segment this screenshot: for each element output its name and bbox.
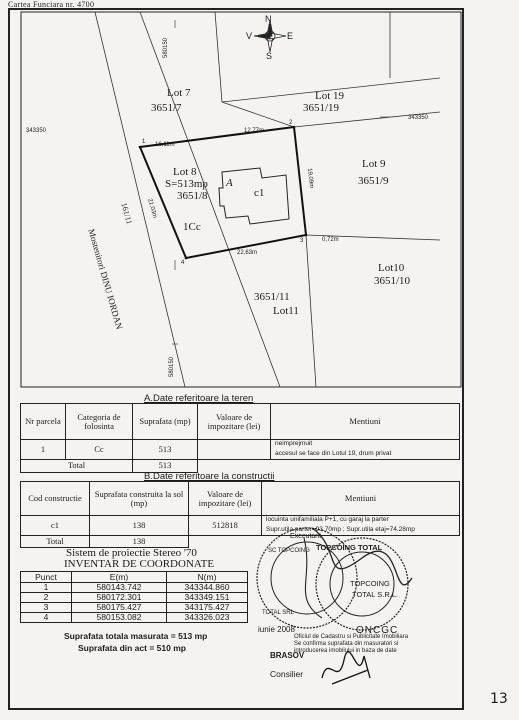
sb-header-val: Valoare de impozitare (lei): [189, 482, 262, 516]
sa-total-value: 513: [133, 459, 198, 472]
sb-row-val: 512818: [189, 516, 262, 536]
stamp-center-1: TOPCOING: [350, 579, 390, 588]
sb-row-area: 138: [90, 516, 189, 536]
sb-row-code: c1: [21, 516, 90, 536]
coords-e: 580172.301: [72, 593, 167, 603]
projection-system: Sistem de proiectie Stereo '70: [66, 547, 197, 559]
lot7-name: Lot 7: [167, 87, 191, 99]
dim-top-left: 16,11m: [155, 142, 175, 148]
lot19-name: Lot 19: [315, 90, 345, 102]
lot9-name: Lot 9: [362, 158, 386, 170]
coords-point: 3: [21, 603, 72, 613]
confirm-date: iunie 2008: [258, 625, 295, 634]
lot11-name: Lot11: [273, 305, 299, 317]
lot7-number: 3651/7: [151, 102, 182, 114]
coords-n: 343349.151: [167, 593, 248, 603]
south-label: S: [266, 51, 273, 61]
total-act: Suprafata din act = 510 mp: [78, 643, 186, 653]
sa-row-nr: 1: [21, 440, 66, 460]
road-owner: Mostenitori DINU IORDAN: [86, 227, 125, 331]
coords-n: 343326.023: [167, 613, 248, 623]
stamp-side-text: ONCGC: [356, 625, 399, 636]
lot8-name: Lot 8: [173, 166, 197, 178]
lot8-number: 3651/8: [177, 190, 208, 202]
coord-top: 580150: [163, 37, 169, 58]
west-label: V: [246, 31, 253, 41]
road-number: 161/11: [119, 201, 135, 226]
sa-header-cat: Categoria de folosinta: [66, 404, 133, 440]
total-measured: Suprafata totala masurata = 513 mp: [64, 631, 208, 641]
confirm-city: BRASOV: [270, 651, 305, 660]
sa-row-notes: [271, 440, 460, 460]
sb-header-notes: Mentiuni: [262, 482, 460, 516]
lot11-number: 3651/11: [254, 291, 290, 303]
company-name: TOPCOING TOTAL: [316, 543, 383, 552]
coords-point: 4: [21, 613, 72, 623]
coord-left: 343350: [26, 128, 47, 134]
dim-right: 19,09m: [306, 168, 315, 189]
sb-note-1: locuinta unifamiliala P+1, cu garaj la parter: [266, 516, 389, 523]
confirm-line2: Se confirma suprafata din masuratori si: [294, 641, 399, 647]
page-number: 13: [490, 691, 508, 707]
stamp-ring-top: SC TOPCOING: [268, 548, 310, 554]
coord-right: 343350: [408, 115, 429, 121]
coords-header-n: N(m): [167, 572, 248, 583]
coords-n: 343175.427: [167, 603, 248, 613]
confirm-line3: introducerea imobilului in baza de date: [294, 648, 397, 654]
sa-row-cat: Cc: [66, 440, 133, 460]
lot19-number: 3651/19: [303, 102, 340, 114]
coords-row: [21, 613, 248, 623]
coords-point: 2: [21, 593, 72, 603]
point-1: 1: [142, 139, 146, 145]
point-2: 2: [289, 120, 293, 126]
lot10-name: Lot10: [378, 262, 405, 274]
dim-left: 21,03m: [146, 198, 158, 219]
sa-row-area: 513: [133, 440, 198, 460]
coords-e: 580175.427: [72, 603, 167, 613]
stamp-center-2: TOTAL S.R.L.: [352, 590, 399, 599]
inventory-title: INVENTAR DE COORDONATE: [64, 558, 215, 570]
sb-header-code: Cod constructie: [21, 482, 90, 516]
north-label: N: [265, 14, 272, 24]
coords-point: 1: [21, 583, 72, 593]
header-text: Cartea Funciara nr. 4700: [8, 0, 95, 9]
coords-header-point: Punct: [21, 572, 72, 583]
sa-header-notes: Mentiuni: [271, 404, 460, 440]
sa-total-label: Total: [21, 459, 133, 472]
lot9-number: 3651/9: [358, 175, 389, 187]
sb-note-2: Supr.utila parter=93.70mp ; Supr.utila etaj=74.28mp: [266, 525, 415, 533]
sa-row-val: [198, 440, 271, 460]
coord-bottom: 580150: [169, 356, 175, 377]
coords-row: [21, 583, 248, 593]
sb-total-label: Total: [21, 535, 90, 547]
sa-note-1: neimprejmuit: [275, 440, 313, 447]
confirm-ocpi: Oficiul de Cadastru si Publicitate Imobiliara: [294, 634, 409, 640]
section-b-title: B.Date referitoare la constructii: [144, 471, 275, 482]
coords-table: [20, 571, 248, 623]
building-mark: A: [226, 177, 233, 189]
confirm-role: Consilier: [270, 669, 304, 679]
building-label: c1: [254, 187, 265, 199]
dim-top-right: 12,77m: [244, 128, 265, 134]
east-label: E: [287, 31, 294, 41]
sb-total-value: 138: [90, 535, 189, 547]
sa-header-val: Valoare de impozitare (lei): [198, 404, 271, 440]
sb-header-area: Suprafata construita la sol (mp): [90, 482, 189, 516]
lot8-area: S=513mp: [165, 178, 208, 190]
coords-n: 343344.860: [167, 583, 248, 593]
coords-header-e: E(m): [72, 572, 167, 583]
section-a-table: [20, 403, 460, 473]
sa-note-2: accesul se face din Lotul 19, drum privat: [275, 449, 392, 457]
dim-offset: 0,72m: [322, 237, 339, 243]
lot8-cc: 1Cc: [183, 221, 201, 233]
coords-row: [21, 603, 248, 613]
coords-e: 580153.082: [72, 613, 167, 623]
sa-header-area: Suprafata (mp): [133, 404, 198, 440]
signature: [318, 648, 378, 690]
point-4: 4: [181, 260, 185, 266]
sa-header-nr: Nr parcela: [21, 404, 66, 440]
coords-e: 580143.742: [72, 583, 167, 593]
section-a-title: A.Date referitoare la teren: [144, 393, 254, 404]
stamp-ring-bottom: TOTAL SRL: [262, 610, 294, 616]
dim-bottom: 22,63m: [237, 250, 258, 256]
lot10-number: 3651/10: [374, 275, 411, 287]
executant-label: Executant,: [290, 533, 324, 540]
point-3: 3: [300, 238, 304, 244]
coords-row: [21, 593, 248, 603]
